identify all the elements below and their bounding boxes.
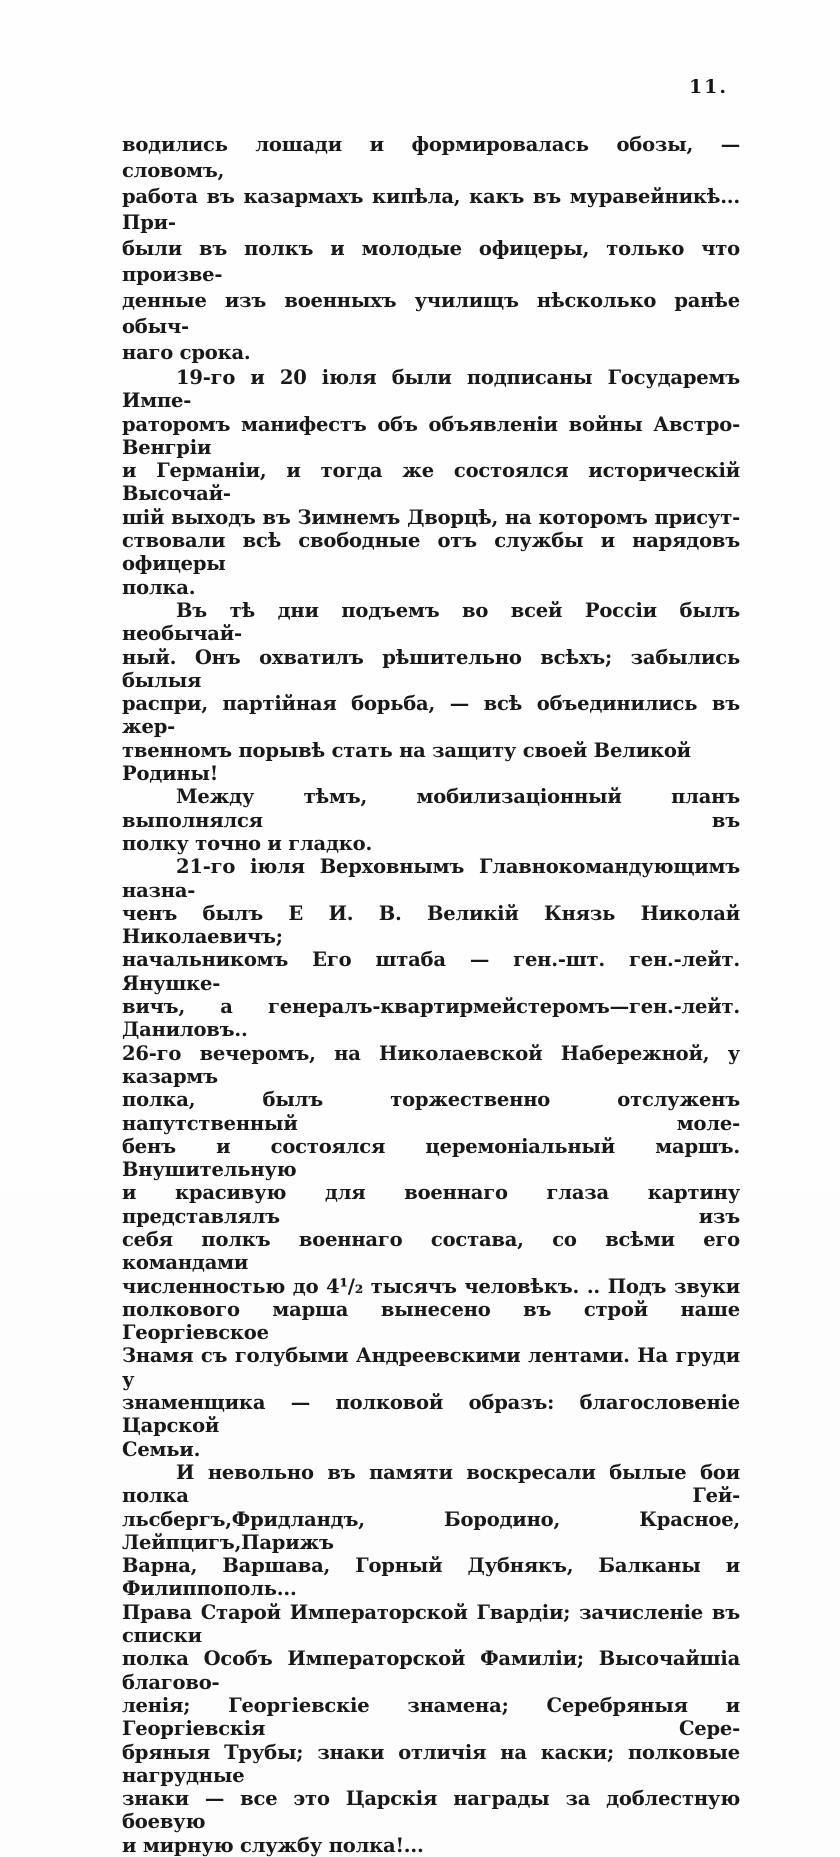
- text-line: знаки — все это Царскія награды за доблестную боевую: [122, 1787, 740, 1834]
- text-line: раторомъ манифестъ объ объявленіи войны Австро-Венгріи: [122, 412, 740, 459]
- paragraph: [122, 366, 740, 599]
- text-line: Права Старой Императорской Гвардіи; зачисленіе въ списки: [122, 1600, 740, 1648]
- text-line: были въ полкъ и молодые офицеры, только что произве-: [122, 237, 740, 286]
- text-line: Знамя съ голубыми Андреевскими лентами. На груди у: [122, 1344, 740, 1391]
- paragraph: [122, 599, 740, 785]
- paragraph: [122, 1461, 740, 1857]
- page-number: 11.: [688, 76, 728, 98]
- text-line: ченъ былъ Е И. В. Великій Князь Николай Николаевичъ;: [122, 901, 740, 949]
- text-line: льсбергъ,Фридландъ, Бородино, Красное, Лейпцигъ,Парижъ: [122, 1507, 740, 1554]
- text-line: твенномъ порывѣ стать на защиту своей Великой Родины!: [122, 738, 691, 786]
- text-line: наго срока.: [122, 341, 251, 364]
- text-line: ствовали всѣ свободные отъ службы и нарядовъ офицеры: [122, 529, 740, 576]
- text-line: бряныя Трубы; знаки отличія на каски; полковые нагрудные: [122, 1740, 740, 1787]
- text-line: численностью до 4¹/₂ тысячъ человѣкъ. .. Подъ звуки: [122, 1274, 740, 1298]
- text-line: и мирную службу полка!...: [122, 1833, 424, 1857]
- text-line: 19-го и 20 іюля были подписаны Государемъ Импе-: [122, 366, 740, 413]
- text-line: Семьи.: [122, 1437, 201, 1461]
- text-line: и красивую для военнаго глаза картину представлялъ изъ: [122, 1181, 740, 1228]
- text-line: Варна, Варшава, Горный Дубнякъ, Балканы и Филиппополь...: [122, 1554, 740, 1601]
- text-line: 21-го іюля Верховнымъ Главнокомандующимъ назна-: [122, 855, 740, 902]
- text-line: водились лошади и формировалась обозы, — словомъ,: [122, 133, 740, 182]
- text-line: денные изъ военныхъ училищъ нѣсколько ранѣе обыч-: [122, 289, 740, 338]
- text-line: полка, былъ торжественно отслуженъ напутственный моле-: [122, 1088, 740, 1135]
- paragraph: [122, 132, 740, 366]
- text-line: и Германіи, и тогда же состоялся историческій Высочай-: [122, 459, 740, 506]
- text-line: ленія; Георгіевскіе знамена; Серебряныя и Георгіевскія Сере-: [122, 1693, 740, 1741]
- text-line: себя полкъ военнаго состава, со всѣми его командами: [122, 1227, 740, 1275]
- text-line: Между тѣмъ, мобилизаціонный планъ выполнялся въ: [122, 785, 740, 832]
- text-line: полкового марша вынесено въ строй наше Георгіевское: [122, 1297, 740, 1345]
- text-line: бенъ и состоялся церемоніальный маршъ. Внушительную: [122, 1134, 740, 1182]
- text-line: вичъ, а генералъ-квартирмейстеромъ—ген.-лейт. Даниловъ..: [122, 995, 740, 1042]
- text-line: работа въ казармахъ кипѣла, какъ въ муравейникѣ... При-: [122, 185, 740, 234]
- text-line: И невольно въ памяти воскресали былые бои полка Гей-: [122, 1460, 740, 1508]
- text-line: распри, партійная борьба, — всѣ объединились въ жер-: [122, 692, 740, 739]
- text-line: полка.: [122, 575, 196, 599]
- text-line: ный. Онъ охватилъ рѣшительно всѣхъ; забылись былыя: [122, 645, 740, 692]
- text-line: начальникомъ Его штаба — ген.-шт. ген.-лейт. Янушке-: [122, 948, 740, 995]
- text-line: шій выходъ въ Зимнемъ Дворцѣ, на которомъ присут-: [122, 505, 740, 529]
- paragraph: [122, 855, 740, 1461]
- paragraph: [122, 785, 740, 855]
- text-line: Въ тѣ дни подъемъ во всей Россіи былъ необычай-: [122, 598, 740, 646]
- text-block: [122, 132, 740, 1857]
- text-line: полку точно и гладко.: [122, 831, 373, 855]
- text-line: полка Особъ Императорской Фамиліи; Высочайшіа благово-: [122, 1647, 740, 1694]
- text-line: знаменщика — полковой образъ: благословеніе Царской: [122, 1391, 740, 1438]
- text-line: 26-го вечеромъ, на Николаевской Набережной, у казармъ: [122, 1041, 740, 1088]
